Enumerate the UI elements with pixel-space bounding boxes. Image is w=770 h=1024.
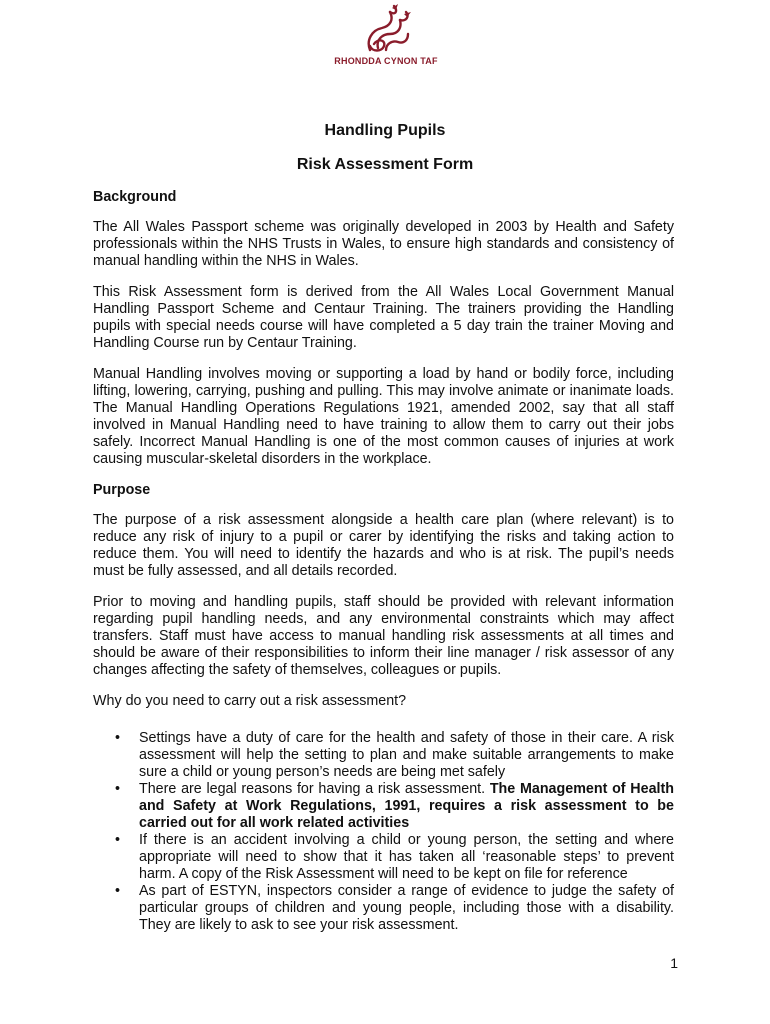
paragraph: Manual Handling involves moving or supporting a load by hand or bodily force, including lifting, lowering, carrying, pushing and pulling. This may involve animate or inanimate loads. The Manual Handling Operations Regulations 1921, amended 2002, say that all staff involved in Manual Handling need to have training to allow them to carry out their jobs safely. Incorrect Manual Handling is one of the most common causes of injuries at work causing muscular-skeletal disorders in the workplace.: [93, 366, 674, 467]
bullet-icon: •: [115, 781, 121, 797]
council-logo: [316, 4, 456, 72]
list-item-text: As part of ESTYN, inspectors consider a range of evidence to judge the safety of particular groups of children and young people, including those with a disability. They are likely to ask to see your risk assessment.: [139, 883, 674, 933]
dragon-logo-icon: [356, 4, 416, 56]
list-item-text: If there is an accident involving a child or young person, the setting and where appropriate will need to show that it has taken all ‘reasonable steps’ to prevent harm. A copy of the Risk Assessment will need to be kept on file for reference: [139, 832, 674, 882]
list-item-text: There are legal reasons for having a risk assessment.: [139, 781, 490, 797]
bullet-icon: •: [115, 832, 121, 848]
paragraph: This Risk Assessment form is derived from the All Wales Local Government Manual Handling Passport Scheme and Centaur Training. The trainers providing the Handling pupils with special needs course will have completed a 5 day train the trainer Moving and Handling Course run by Centaur Training.: [93, 284, 674, 351]
document-title: Handling Pupils: [324, 122, 446, 139]
bullet-icon: •: [115, 730, 121, 746]
page-number: 1: [670, 955, 678, 971]
list-item: [93, 832, 674, 883]
list-item: [93, 883, 674, 934]
list-item-text: Settings have a duty of care for the health and safety of those in their care. A risk assessment will help the setting to plan and make suitable arrangements to make sure a child or young person’s needs are being met safely: [139, 730, 674, 780]
bullet-icon: •: [115, 883, 121, 899]
logo-text: RHONDDA CYNON TAF: [334, 56, 438, 66]
list-item: [93, 730, 674, 781]
section-heading-purpose: Purpose: [93, 482, 151, 498]
document-subtitle: Risk Assessment Form: [296, 156, 474, 173]
section-heading-background: Background: [93, 189, 177, 205]
list-item: [93, 781, 674, 832]
paragraph: The purpose of a risk assessment alongside a health care plan (where relevant) is to reduce any risk of injury to a pupil or carer by identifying the risks and taking action to reduce them. You will need to identify the hazards and who is at risk. The pupil’s needs must be fully assessed, and all details recorded.: [93, 512, 674, 579]
bullet-list: [93, 730, 674, 934]
paragraph: The All Wales Passport scheme was originally developed in 2003 by Health and Safety professionals within the NHS Trusts in Wales, to ensure high standards and consistency of manual handling within the NHS in Wales.: [93, 219, 674, 269]
question-text: Why do you need to carry out a risk assessment?: [93, 693, 407, 709]
document-body: [93, 189, 674, 934]
paragraph: Prior to moving and handling pupils, staff should be provided with relevant information regarding pupil handling needs, and any environmental constraints which may affect transfers. Staff must have access to manual handling risk assessments at all times and should be aware of their responsibilities to inform their line manager / risk assessor of any changes affecting the safety of themselves, colleagues or pupils.: [93, 594, 674, 678]
list-item-bold-text: The Management of Health and Safety at Work Regulations, 1991, requires a risk assessment to be carried out for all work related activities: [139, 781, 674, 831]
